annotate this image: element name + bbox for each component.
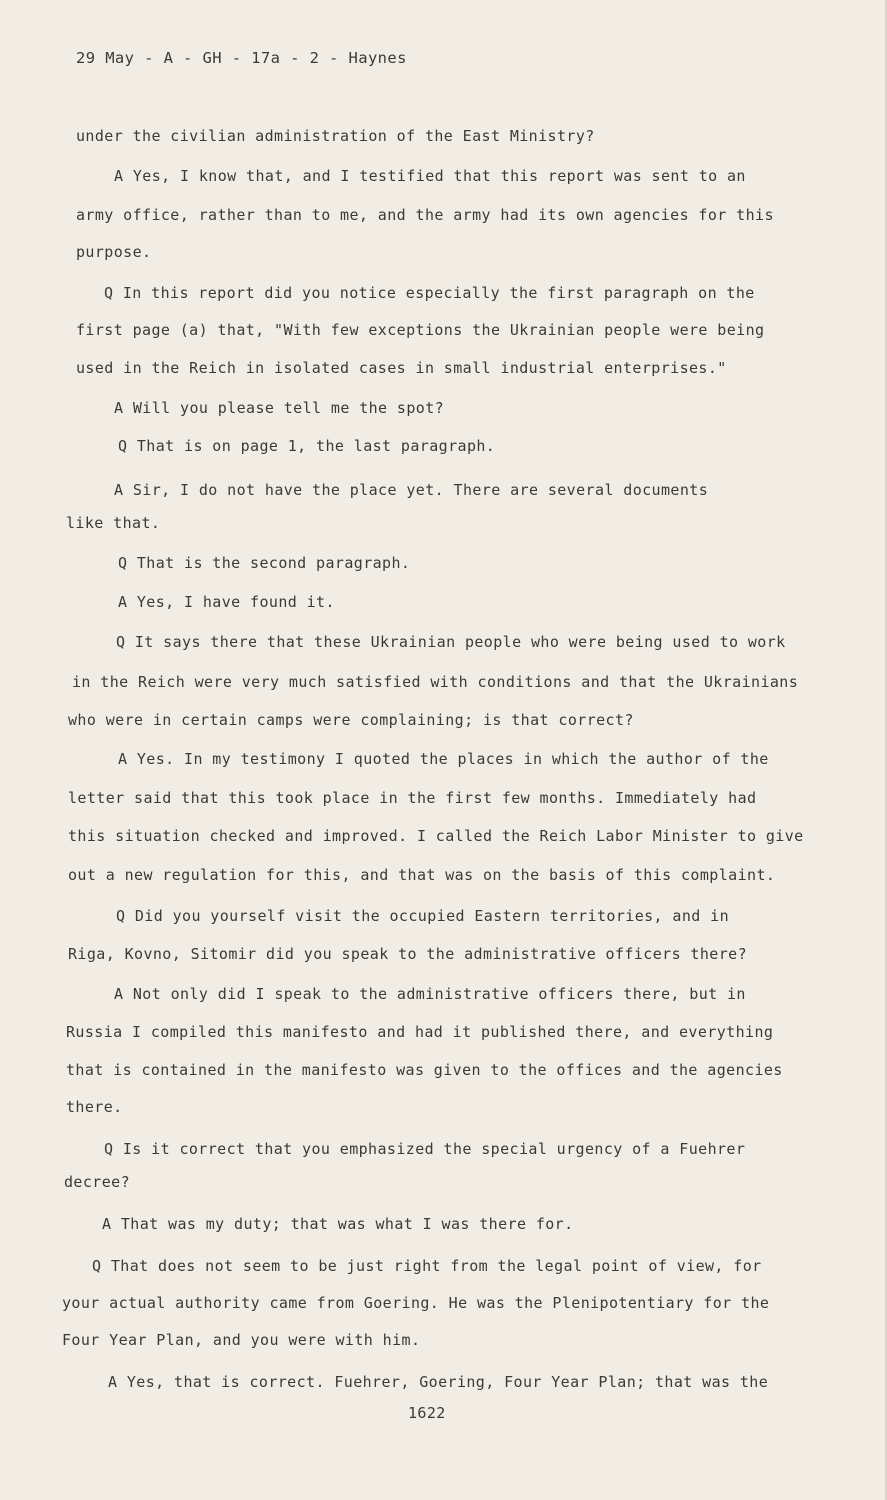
text-line: A Will you please tell me the spot? — [114, 399, 445, 417]
text-line: Q Is it correct that you emphasized the special urgency of a Fuehrer — [104, 1140, 746, 1158]
text-line: A Not only did I speak to the administrative officers there, but in — [114, 985, 746, 1003]
text-line: who were in certain camps were complaining; is that correct? — [68, 711, 634, 729]
text-line: A Sir, I do not have the place yet. There are several documents — [114, 481, 709, 499]
text-line: your actual authority came from Goering. He was the Plenipotentiary for the — [62, 1294, 770, 1312]
text-line: Q It says there that these Ukrainian people who were being used to work — [116, 633, 786, 651]
text-line: first page (a) that, "With few exceptions the Ukrainian people were being — [76, 321, 765, 339]
text-line: Q In this report did you notice especially the first paragraph on the — [104, 284, 755, 302]
text-line: purpose. — [76, 243, 152, 261]
page-header: 29 May - A - GH - 17a - 2 - Haynes — [76, 49, 407, 67]
text-line: A Yes. In my testimony I quoted the places in which the author of the — [118, 750, 769, 768]
text-line: A That was my duty; that was what I was there for. — [102, 1215, 574, 1233]
text-line: A Yes, I know that, and I testified that this report was sent to an — [114, 167, 746, 185]
text-line: that is contained in the manifesto was given to the offices and the agencies — [66, 1061, 783, 1079]
text-line: in the Reich were very much satisfied with conditions and that the Ukrainians — [72, 673, 799, 691]
text-line: Q That does not seem to be just right from the legal point of view, for — [92, 1257, 762, 1275]
text-line: there. — [66, 1098, 123, 1116]
text-line: under the civilian administration of the East Ministry? — [76, 127, 595, 145]
text-line: army office, rather than to me, and the army had its own agencies for this — [76, 206, 774, 224]
text-line: Q That is on page 1, the last paragraph. — [118, 437, 496, 455]
text-line: decree? — [64, 1173, 131, 1191]
text-line: like that. — [66, 514, 161, 532]
text-line: Russia I compiled this manifesto and had it published there, and everything — [66, 1023, 774, 1041]
text-line: letter said that this took place in the first few months. Immediately had — [68, 789, 757, 807]
text-line: Q Did you yourself visit the occupied Eastern territories, and in — [116, 907, 729, 925]
text-line: this situation checked and improved. I called the Reich Labor Minister to give — [68, 827, 804, 845]
text-line: Riga, Kovno, Sitomir did you speak to the administrative officers there? — [68, 945, 748, 963]
page-number: 1622 — [408, 1404, 446, 1422]
text-line: A Yes, that is correct. Fuehrer, Goering, Four Year Plan; that was the — [108, 1373, 769, 1391]
text-line: A Yes, I have found it. — [118, 593, 335, 611]
text-line: Four Year Plan, and you were with him. — [62, 1331, 421, 1349]
text-line: out a new regulation for this, and that was on the basis of this complaint. — [68, 866, 776, 884]
text-line: used in the Reich in isolated cases in small industrial enterprises." — [76, 359, 727, 377]
text-line: Q That is the second paragraph. — [118, 554, 411, 572]
